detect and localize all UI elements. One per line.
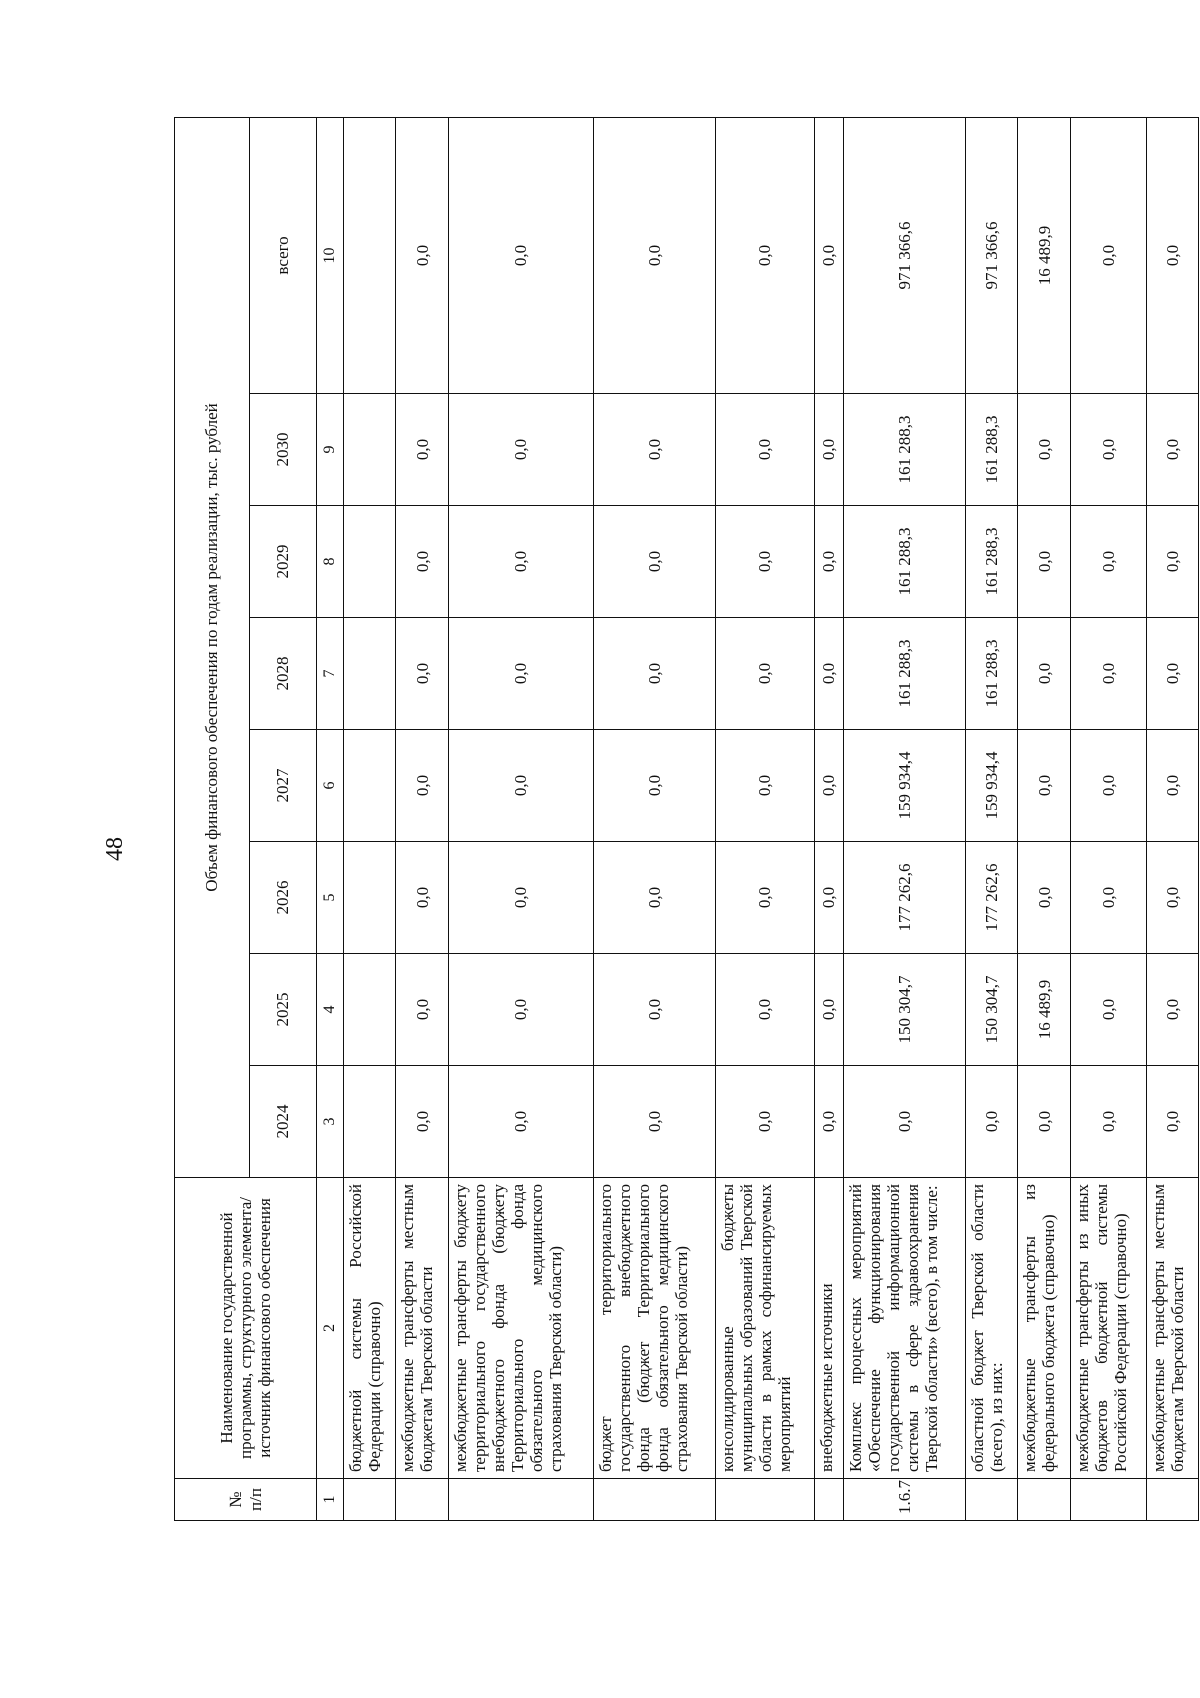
table-row [594, 117, 716, 1520]
row-value: 0,0 [594, 618, 716, 730]
row-value: 0,0 [448, 730, 593, 842]
row-total [344, 117, 396, 393]
financing-table [174, 117, 1199, 1521]
header-number: № п/п [175, 1479, 317, 1521]
header-year: 2024 [250, 1066, 317, 1178]
row-value: 161 288,3 [844, 618, 966, 730]
row-value: 0,0 [715, 506, 814, 618]
row-name: межбюджетные трансферты из федерального бюджета (справочно) [1018, 1178, 1070, 1479]
row-value: 0,0 [1070, 618, 1146, 730]
row-value: 0,0 [814, 1066, 843, 1178]
row-value: 161 288,3 [844, 506, 966, 618]
header-name: Наименование государственной программы, структурного элемента/источник финансового обеспечения [175, 1178, 317, 1479]
row-total: 0,0 [594, 117, 716, 393]
row-total: 0,0 [1146, 117, 1199, 393]
row-number: 1.6.7 [844, 1479, 966, 1521]
table-row [814, 117, 843, 1520]
row-value: 0,0 [1146, 394, 1199, 506]
row-value: 0,0 [1146, 842, 1199, 954]
row-value: 0,0 [814, 954, 843, 1066]
table-row [396, 117, 448, 1520]
row-value: 0,0 [448, 618, 593, 730]
row-value: 0,0 [1146, 1066, 1199, 1178]
row-value: 159 934,4 [844, 730, 966, 842]
table-row [344, 117, 396, 1520]
row-total: 0,0 [448, 117, 593, 393]
row-value: 161 288,3 [966, 618, 1018, 730]
row-value: 0,0 [715, 730, 814, 842]
row-value: 16 489,9 [1018, 954, 1070, 1066]
table-row [1146, 117, 1199, 1520]
row-number [1018, 1479, 1070, 1521]
row-value: 0,0 [594, 394, 716, 506]
row-value: 0,0 [1070, 842, 1146, 954]
row-name: Комплекс процессных мероприятий «Обеспечение функционирования государственной информационной системы в сфере здравоохранения Тверской области» (всего), в том числе: [844, 1178, 966, 1479]
row-value: 0,0 [448, 954, 593, 1066]
row-value: 0,0 [814, 730, 843, 842]
row-value: 0,0 [814, 618, 843, 730]
row-value: 161 288,3 [844, 394, 966, 506]
table-row [844, 117, 966, 1520]
row-number [1146, 1479, 1199, 1521]
page-number: 48 [102, 837, 128, 861]
row-value: 0,0 [396, 618, 448, 730]
row-name: межбюджетные трансферты бюджету территориального государственного внебюджетного фонда (бюджету Территориального фонда обязательного медицинского страхования Тверской области) [448, 1178, 593, 1479]
table-rotator [174, 118, 1199, 1521]
row-value: 177 262,6 [844, 842, 966, 954]
row-value: 0,0 [1146, 954, 1199, 1066]
row-value: 0,0 [1018, 506, 1070, 618]
column-index: 8 [317, 506, 344, 618]
row-value: 0,0 [396, 506, 448, 618]
row-number [715, 1479, 814, 1521]
row-total: 971 366,6 [844, 117, 966, 393]
header-year: 2027 [250, 730, 317, 842]
column-index: 4 [317, 954, 344, 1066]
row-name: межбюджетные трансферты местным бюджетам Тверской области [1146, 1178, 1199, 1479]
row-number [448, 1479, 593, 1521]
row-name: межбюджетные трансферты местным бюджетам Тверской области [396, 1178, 448, 1479]
table-row [715, 117, 814, 1520]
table-body [344, 117, 1199, 1520]
row-name: областной бюджет Тверской области (всего), из них: [966, 1178, 1018, 1479]
row-value: 0,0 [814, 394, 843, 506]
row-value [344, 730, 396, 842]
header-year: 2026 [250, 842, 317, 954]
row-value: 0,0 [1070, 730, 1146, 842]
row-total: 0,0 [814, 117, 843, 393]
column-index: 10 [317, 117, 344, 393]
row-value: 0,0 [594, 954, 716, 1066]
row-value: 177 262,6 [966, 842, 1018, 954]
row-value: 161 288,3 [966, 506, 1018, 618]
header-year: 2030 [250, 394, 317, 506]
row-name: внебюджетные источники [814, 1178, 843, 1479]
row-value: 0,0 [1146, 618, 1199, 730]
header-volume: Объем финансового обеспечения по годам реализации, тыс. рублей [175, 117, 250, 1177]
row-value: 161 288,3 [966, 394, 1018, 506]
row-number [814, 1479, 843, 1521]
header-year: 2028 [250, 618, 317, 730]
row-value: 0,0 [715, 618, 814, 730]
row-value: 0,0 [448, 506, 593, 618]
row-value: 0,0 [396, 394, 448, 506]
row-total: 0,0 [396, 117, 448, 393]
header-total: всего [250, 117, 317, 393]
row-value [344, 1066, 396, 1178]
column-index: 9 [317, 394, 344, 506]
row-total: 0,0 [715, 117, 814, 393]
row-total: 16 489,9 [1018, 117, 1070, 393]
header-year: 2029 [250, 506, 317, 618]
row-value: 0,0 [1070, 506, 1146, 618]
row-value: 150 304,7 [844, 954, 966, 1066]
column-index: 1 [317, 1479, 344, 1521]
row-value: 0,0 [966, 1066, 1018, 1178]
row-number [1070, 1479, 1146, 1521]
row-value: 0,0 [594, 730, 716, 842]
row-value: 0,0 [1070, 394, 1146, 506]
row-value: 0,0 [1146, 506, 1199, 618]
row-total: 971 366,6 [966, 117, 1018, 393]
row-value: 0,0 [1070, 1066, 1146, 1178]
row-number [966, 1479, 1018, 1521]
row-value: 0,0 [844, 1066, 966, 1178]
row-value [344, 954, 396, 1066]
row-value: 0,0 [814, 842, 843, 954]
row-value: 0,0 [715, 954, 814, 1066]
table-row [1070, 117, 1146, 1520]
row-value: 0,0 [1018, 618, 1070, 730]
column-index-row [317, 117, 344, 1520]
row-value: 0,0 [715, 1066, 814, 1178]
row-number [396, 1479, 448, 1521]
row-value: 0,0 [594, 506, 716, 618]
row-value: 0,0 [448, 842, 593, 954]
row-value [344, 394, 396, 506]
row-value: 0,0 [1018, 1066, 1070, 1178]
column-index: 7 [317, 618, 344, 730]
row-value: 0,0 [396, 954, 448, 1066]
table-row [1018, 117, 1070, 1520]
row-number [344, 1479, 396, 1521]
row-value: 0,0 [448, 1066, 593, 1178]
row-value [344, 506, 396, 618]
row-value: 159 934,4 [966, 730, 1018, 842]
row-value: 0,0 [814, 506, 843, 618]
row-value: 0,0 [715, 394, 814, 506]
row-value: 0,0 [594, 1066, 716, 1178]
row-value: 0,0 [715, 842, 814, 954]
row-value: 0,0 [396, 1066, 448, 1178]
column-index: 3 [317, 1066, 344, 1178]
column-index: 6 [317, 730, 344, 842]
table-row [448, 117, 593, 1520]
row-value: 150 304,7 [966, 954, 1018, 1066]
row-value: 0,0 [1146, 730, 1199, 842]
row-value: 0,0 [448, 394, 593, 506]
row-number [594, 1479, 716, 1521]
header-year: 2025 [250, 954, 317, 1066]
row-value: 0,0 [396, 842, 448, 954]
row-value: 0,0 [396, 730, 448, 842]
row-value: 0,0 [594, 842, 716, 954]
row-value [344, 618, 396, 730]
row-value: 0,0 [1070, 954, 1146, 1066]
row-total: 0,0 [1070, 117, 1146, 393]
row-value [344, 842, 396, 954]
row-value: 0,0 [1018, 394, 1070, 506]
row-name: межбюджетные трансферты из иных бюджетов бюджетной системы Российской Федерации (справочно) [1070, 1178, 1146, 1479]
table-row [966, 117, 1018, 1520]
row-name: бюджетной системы Российской Федерации (справочно) [344, 1178, 396, 1479]
column-index: 5 [317, 842, 344, 954]
row-value: 0,0 [1018, 842, 1070, 954]
column-index: 2 [317, 1178, 344, 1479]
row-value: 0,0 [1018, 730, 1070, 842]
row-name: консолидированные бюджеты муниципальных образований Тверской области в рамках софинансируемых мероприятий [715, 1178, 814, 1479]
row-name: бюджет территориального государственного внебюджетного фонда (бюджет Территориального фонда обязательного медицинского страхования Тверской области) [594, 1178, 716, 1479]
